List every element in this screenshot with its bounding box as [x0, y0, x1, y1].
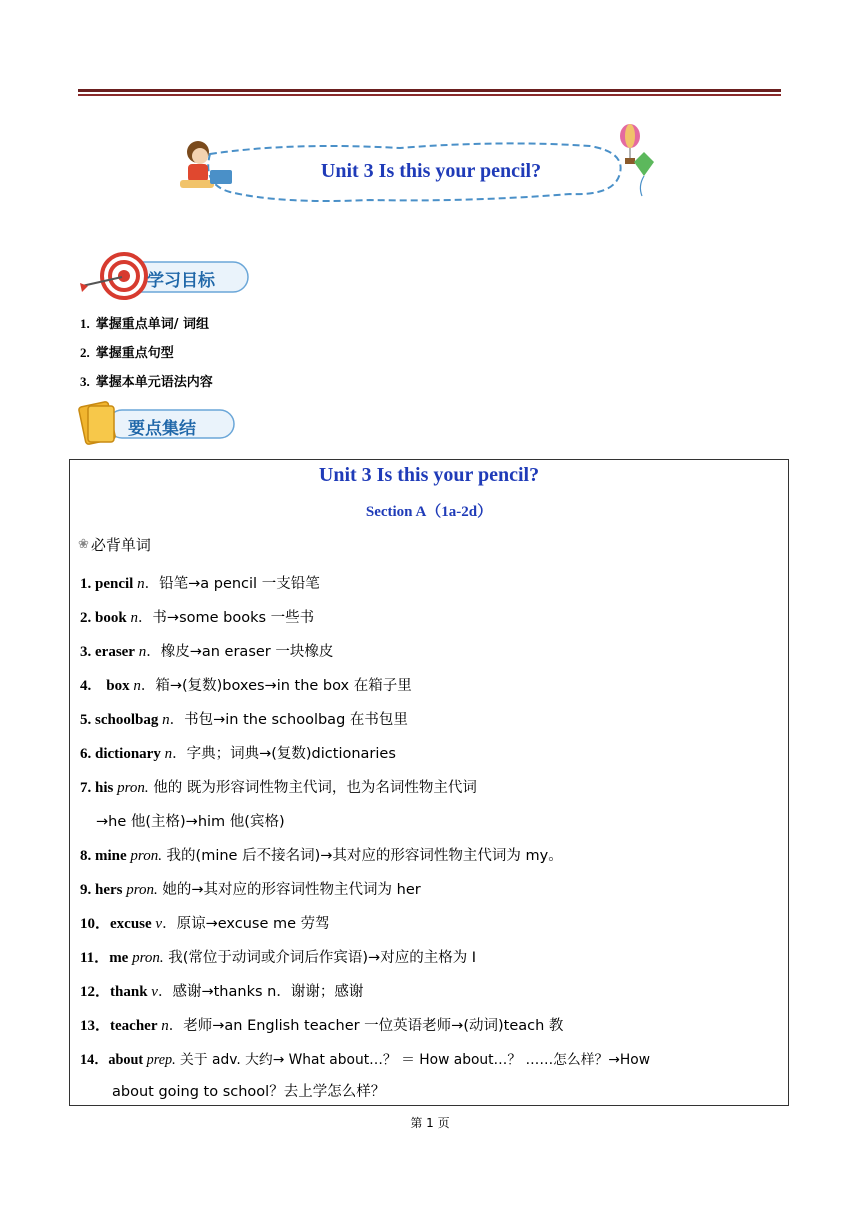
goal-item: 1. 掌握重点单词/ 词组 — [80, 316, 210, 332]
vocab-box — [69, 459, 789, 1106]
goal-item: 3. 掌握本单元语法内容 — [80, 374, 213, 390]
goals-heading: 学习目标 — [147, 271, 215, 291]
vocab-entry: 10．excuse v．原谅→excuse me 劳驾 — [80, 916, 330, 932]
header-rule — [78, 89, 781, 92]
box-title: Unit 3 Is this your pencil? — [318, 464, 540, 486]
vocab-entry: 11．me pron. 我(常位于动词或介词后作宾语)→对应的主格为 I — [80, 950, 477, 966]
flower-icon: ❀ — [78, 537, 89, 552]
vocab-entry: 3. eraser n．橡皮→an eraser 一块橡皮 — [80, 644, 334, 660]
vocab-entry: 1. pencil n．铅笔→a pencil 一支铅笔 — [80, 576, 320, 592]
vocab-entry: 4. box n．箱→(复数)boxes→in the box 在箱子里 — [80, 678, 412, 694]
vocab-entry: 7. his pron. 他的 既为形容词性物主代词，也为名词性物主代词 — [80, 780, 477, 796]
section-label: Section A（1a-2d） — [365, 504, 493, 520]
vocab-entry: 13．teacher n．老师→an English teacher 一位英语老师→(动词)teach 教 — [80, 1018, 564, 1034]
summary-heading: 要点集结 — [128, 419, 196, 439]
vocab-entry: 6. dictionary n．字典；词典→(复数)dictionaries — [80, 746, 396, 762]
must-words-heading: ❀ 必背单词 — [78, 536, 151, 554]
page-number: 第 1 页 — [410, 1116, 450, 1130]
banner-title: Unit 3 Is this your pencil? — [320, 160, 542, 182]
vocab-entry: 12．thank v．感谢→thanks n．谢谢；感谢 — [80, 984, 364, 1000]
vocab-entry: 14．about prep. 关于 adv. 大约→ What about…？ ＝ How about…？ ……怎么样？→How — [80, 1052, 650, 1068]
goal-item: 2. 掌握重点句型 — [80, 345, 174, 361]
vocab-entry: 2. book n．书→some books 一些书 — [80, 610, 315, 626]
vocab-entry-continued: about going to school？去上学怎么样？ — [112, 1084, 386, 1100]
vocab-entry-continued: →he 他(主格)→him 他(宾格) — [96, 814, 285, 830]
vocab-entry: 9. hers pron. 她的→其对应的形容词性物主代词为 her — [80, 882, 421, 898]
header-rule-thin — [78, 94, 781, 96]
vocab-entry: 5. schoolbag n．书包→in the schoolbag 在书包里 — [80, 712, 408, 728]
vocab-entry: 8. mine pron. 我的(mine 后不接名词)→其对应的形容词性物主代词为 my。 — [80, 848, 563, 864]
